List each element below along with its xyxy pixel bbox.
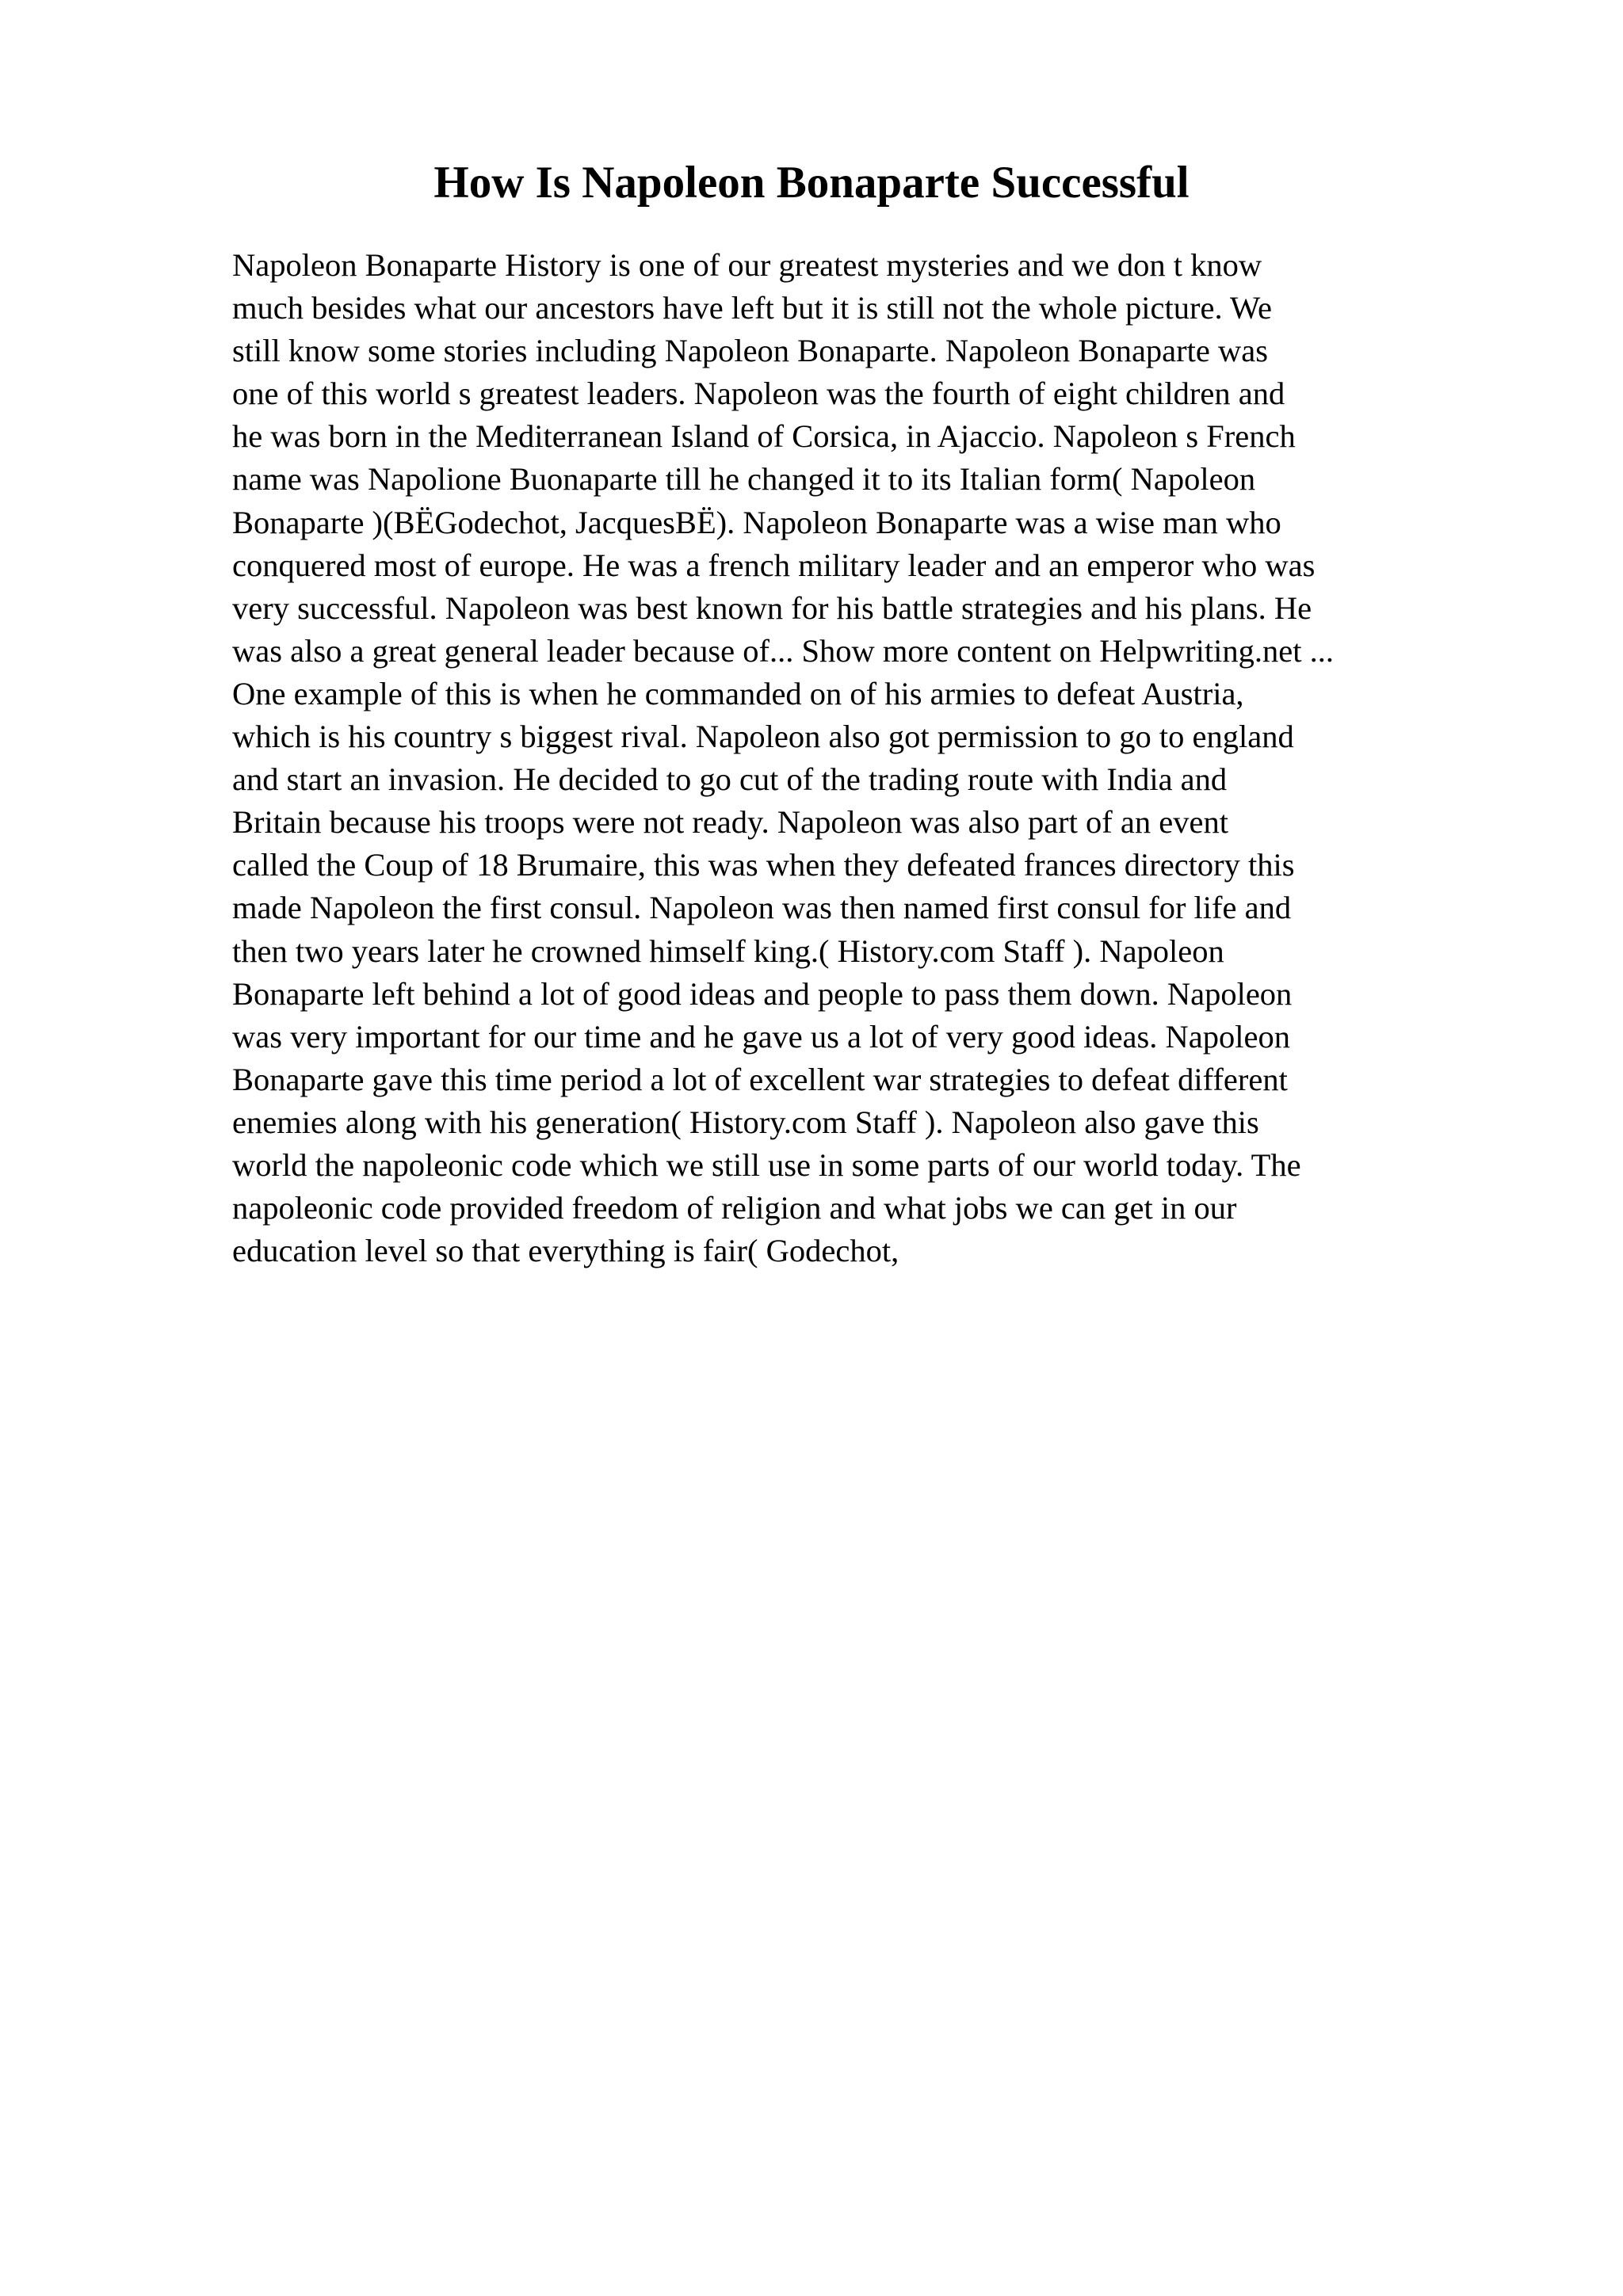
page-title: How Is Napoleon Bonaparte Successful (433, 158, 1190, 208)
text-line: napoleonic code provided freedom of religion and what jobs we can get in our (232, 1190, 1237, 1226)
body-paragraph (232, 244, 1595, 1272)
text-line: he was born in the Mediterranean Island of Corsica, in Ajaccio. Napoleon s French (232, 418, 1296, 455)
text-line: Britain because his troops were not ready. Napoleon was also part of an event (232, 804, 1228, 841)
text-line: education level so that everything is fair( Godechot, (232, 1233, 899, 1269)
text-line: conquered most of europe. He was a french military leader and an emperor who was (232, 547, 1316, 583)
text-line: made Napoleon the first consul. Napoleon was then named first consul for life and (232, 890, 1292, 926)
text-line: one of this world s greatest leaders. Napoleon was the fourth of eight children and (232, 376, 1285, 412)
text-line: One example of this is when he commanded on of his armies to defeat Austria, (232, 675, 1244, 711)
text-line: was very important for our time and he gave us a lot of very good ideas. Napoleon (232, 1018, 1290, 1055)
text-line: then two years later he crowned himself king.( History.com Staff ). Napoleon (232, 933, 1224, 969)
text-line: world the napoleonic code which we still use in some parts of our world today. The (232, 1146, 1301, 1183)
text-line: still know some stories including Napoleon Bonaparte. Napoleon Bonaparte was (232, 333, 1268, 369)
text-line: Bonaparte left behind a lot of good ideas and people to pass them down. Napoleon (232, 975, 1293, 1012)
text-line: enemies along with his generation( History.com Staff ). Napoleon also gave this (232, 1104, 1259, 1140)
text-line: Napoleon Bonaparte History is one of our greatest mysteries and we don t know (232, 247, 1262, 283)
text-line: very successful. Napoleon was best known for his battle strategies and his plans. He (232, 589, 1312, 626)
text-line: called the Coup of 18 Brumaire, this was when they defeated frances directory this (232, 847, 1295, 883)
text-line: Bonaparte )(BËGodechot, JacquesBË). Napoleon Bonaparte was a wise man who (232, 504, 1281, 540)
text-line: which is his country s biggest rival. Napoleon also got permission to go to england (232, 719, 1294, 755)
text-line: name was Napolione Buonaparte till he changed it to its Italian form( Napoleon (232, 461, 1256, 498)
text-line: and start an invasion. He decided to go cut of the trading route with India and (232, 761, 1228, 798)
text-line: much besides what our ancestors have left but it is still not the whole picture. We (232, 290, 1272, 326)
text-line: was also a great general leader because of... Show more content on Helpwriting.net ... (232, 632, 1335, 669)
text-line: Bonaparte gave this time period a lot of excellent war strategies to defeat different (232, 1061, 1288, 1097)
